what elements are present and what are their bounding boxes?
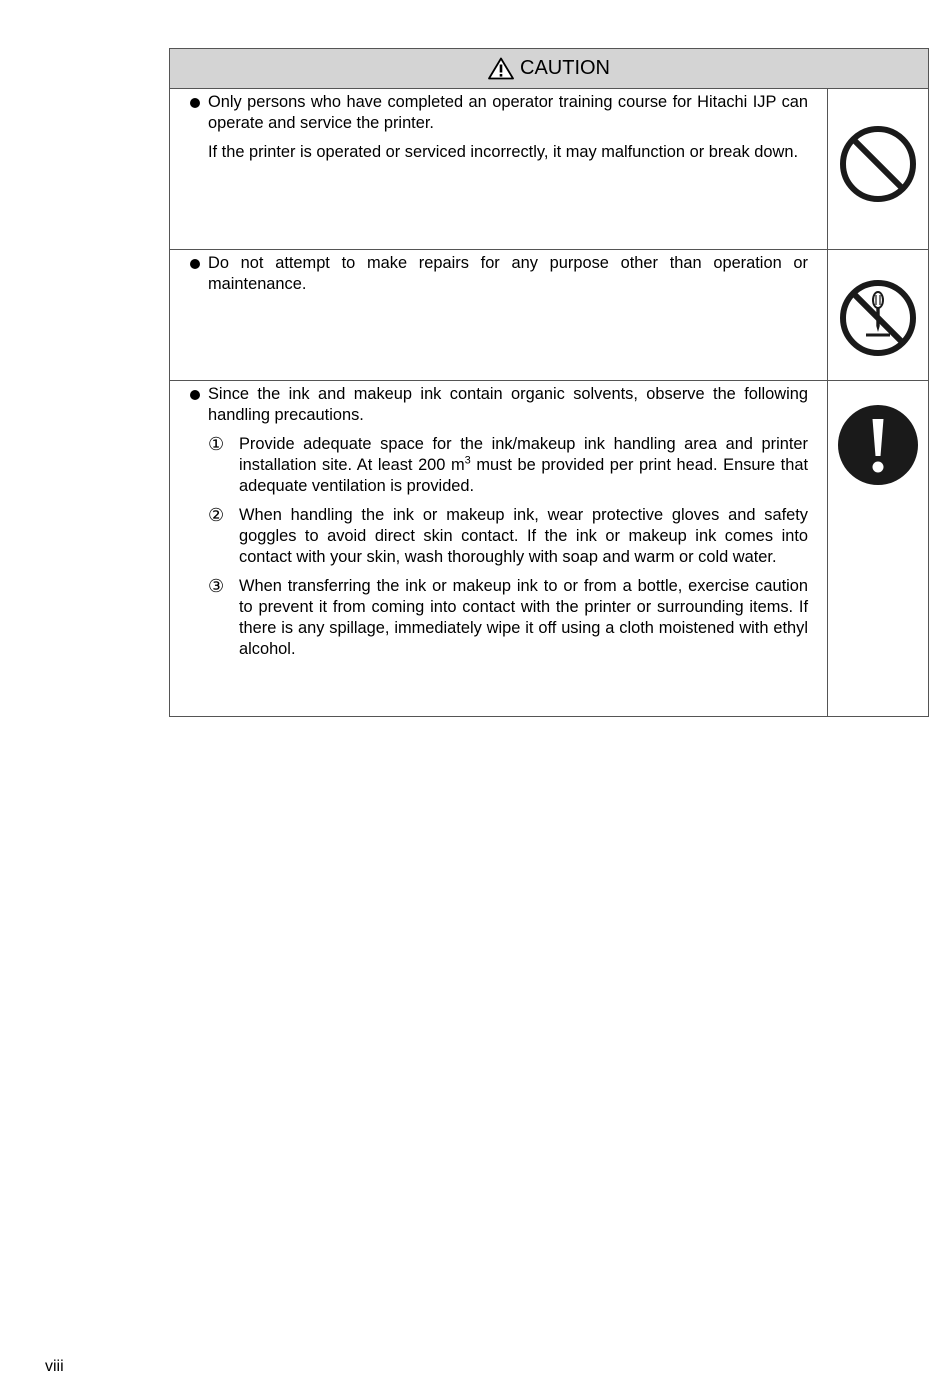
- item-number: ③: [208, 576, 225, 596]
- item-text: When handling the ink or makeup ink, wear protective gloves and safety goggles to avoid direct skin contact. If the ink or makeup ink comes into contact with your skin, wash thoroughly with soap and warm or cold water.: [239, 506, 808, 566]
- bullet-text: Since the ink and makeup ink contain organic solvents, observe the following handling precautions.: [208, 385, 808, 424]
- caution-row-solvents: [170, 381, 928, 716]
- numbered-item: [208, 434, 808, 497]
- icon-cell: [828, 381, 928, 716]
- caution-header: [170, 49, 928, 89]
- prohibition-icon: [838, 124, 918, 204]
- mandatory-action-icon: [838, 405, 918, 485]
- row-text: [170, 89, 828, 249]
- item-text: Provide adequate space for the ink/makeup ink handling area and printer installation site. At least 200 $m^3$ must be provided per print head. Ensure that adequate ventilation is provided.: [239, 435, 809, 495]
- caution-row-training: [170, 89, 928, 250]
- caution-title: CAUTION: [520, 57, 610, 79]
- caution-table: [169, 48, 929, 717]
- paragraph-text: If the printer is operated or serviced incorrectly, it may malfunction or break down.: [208, 143, 799, 161]
- bullet-text: Only persons who have completed an operator training course for Hitachi IJP can operate and service the printer.: [208, 93, 808, 132]
- bullet-dot: [190, 98, 200, 108]
- icon-cell: [828, 250, 928, 380]
- numbered-item: [208, 505, 808, 568]
- item-text: When transferring the ink or makeup ink to or from a bottle, exercise caution to prevent it from coming into contact with the printer or surrounding items. If there is any spillage, immediately wipe it off using a cloth moistened with ethyl alcohol.: [239, 577, 808, 658]
- numbered-item: [208, 576, 808, 660]
- page-number: viii: [45, 1358, 64, 1375]
- row-text: [170, 381, 828, 716]
- bullet-dot: [190, 259, 200, 269]
- item-number: ①: [208, 434, 225, 454]
- caution-row-repairs: [170, 250, 928, 381]
- warning-triangle-icon: [488, 57, 514, 80]
- row-text: [170, 250, 828, 380]
- no-disassembly-icon: [838, 278, 918, 358]
- bullet-dot: [190, 390, 200, 400]
- icon-cell: [828, 89, 928, 249]
- item-number: ②: [208, 505, 225, 525]
- bullet-text: Do not attempt to make repairs for any purpose other than operation or maintenance.: [208, 254, 808, 293]
